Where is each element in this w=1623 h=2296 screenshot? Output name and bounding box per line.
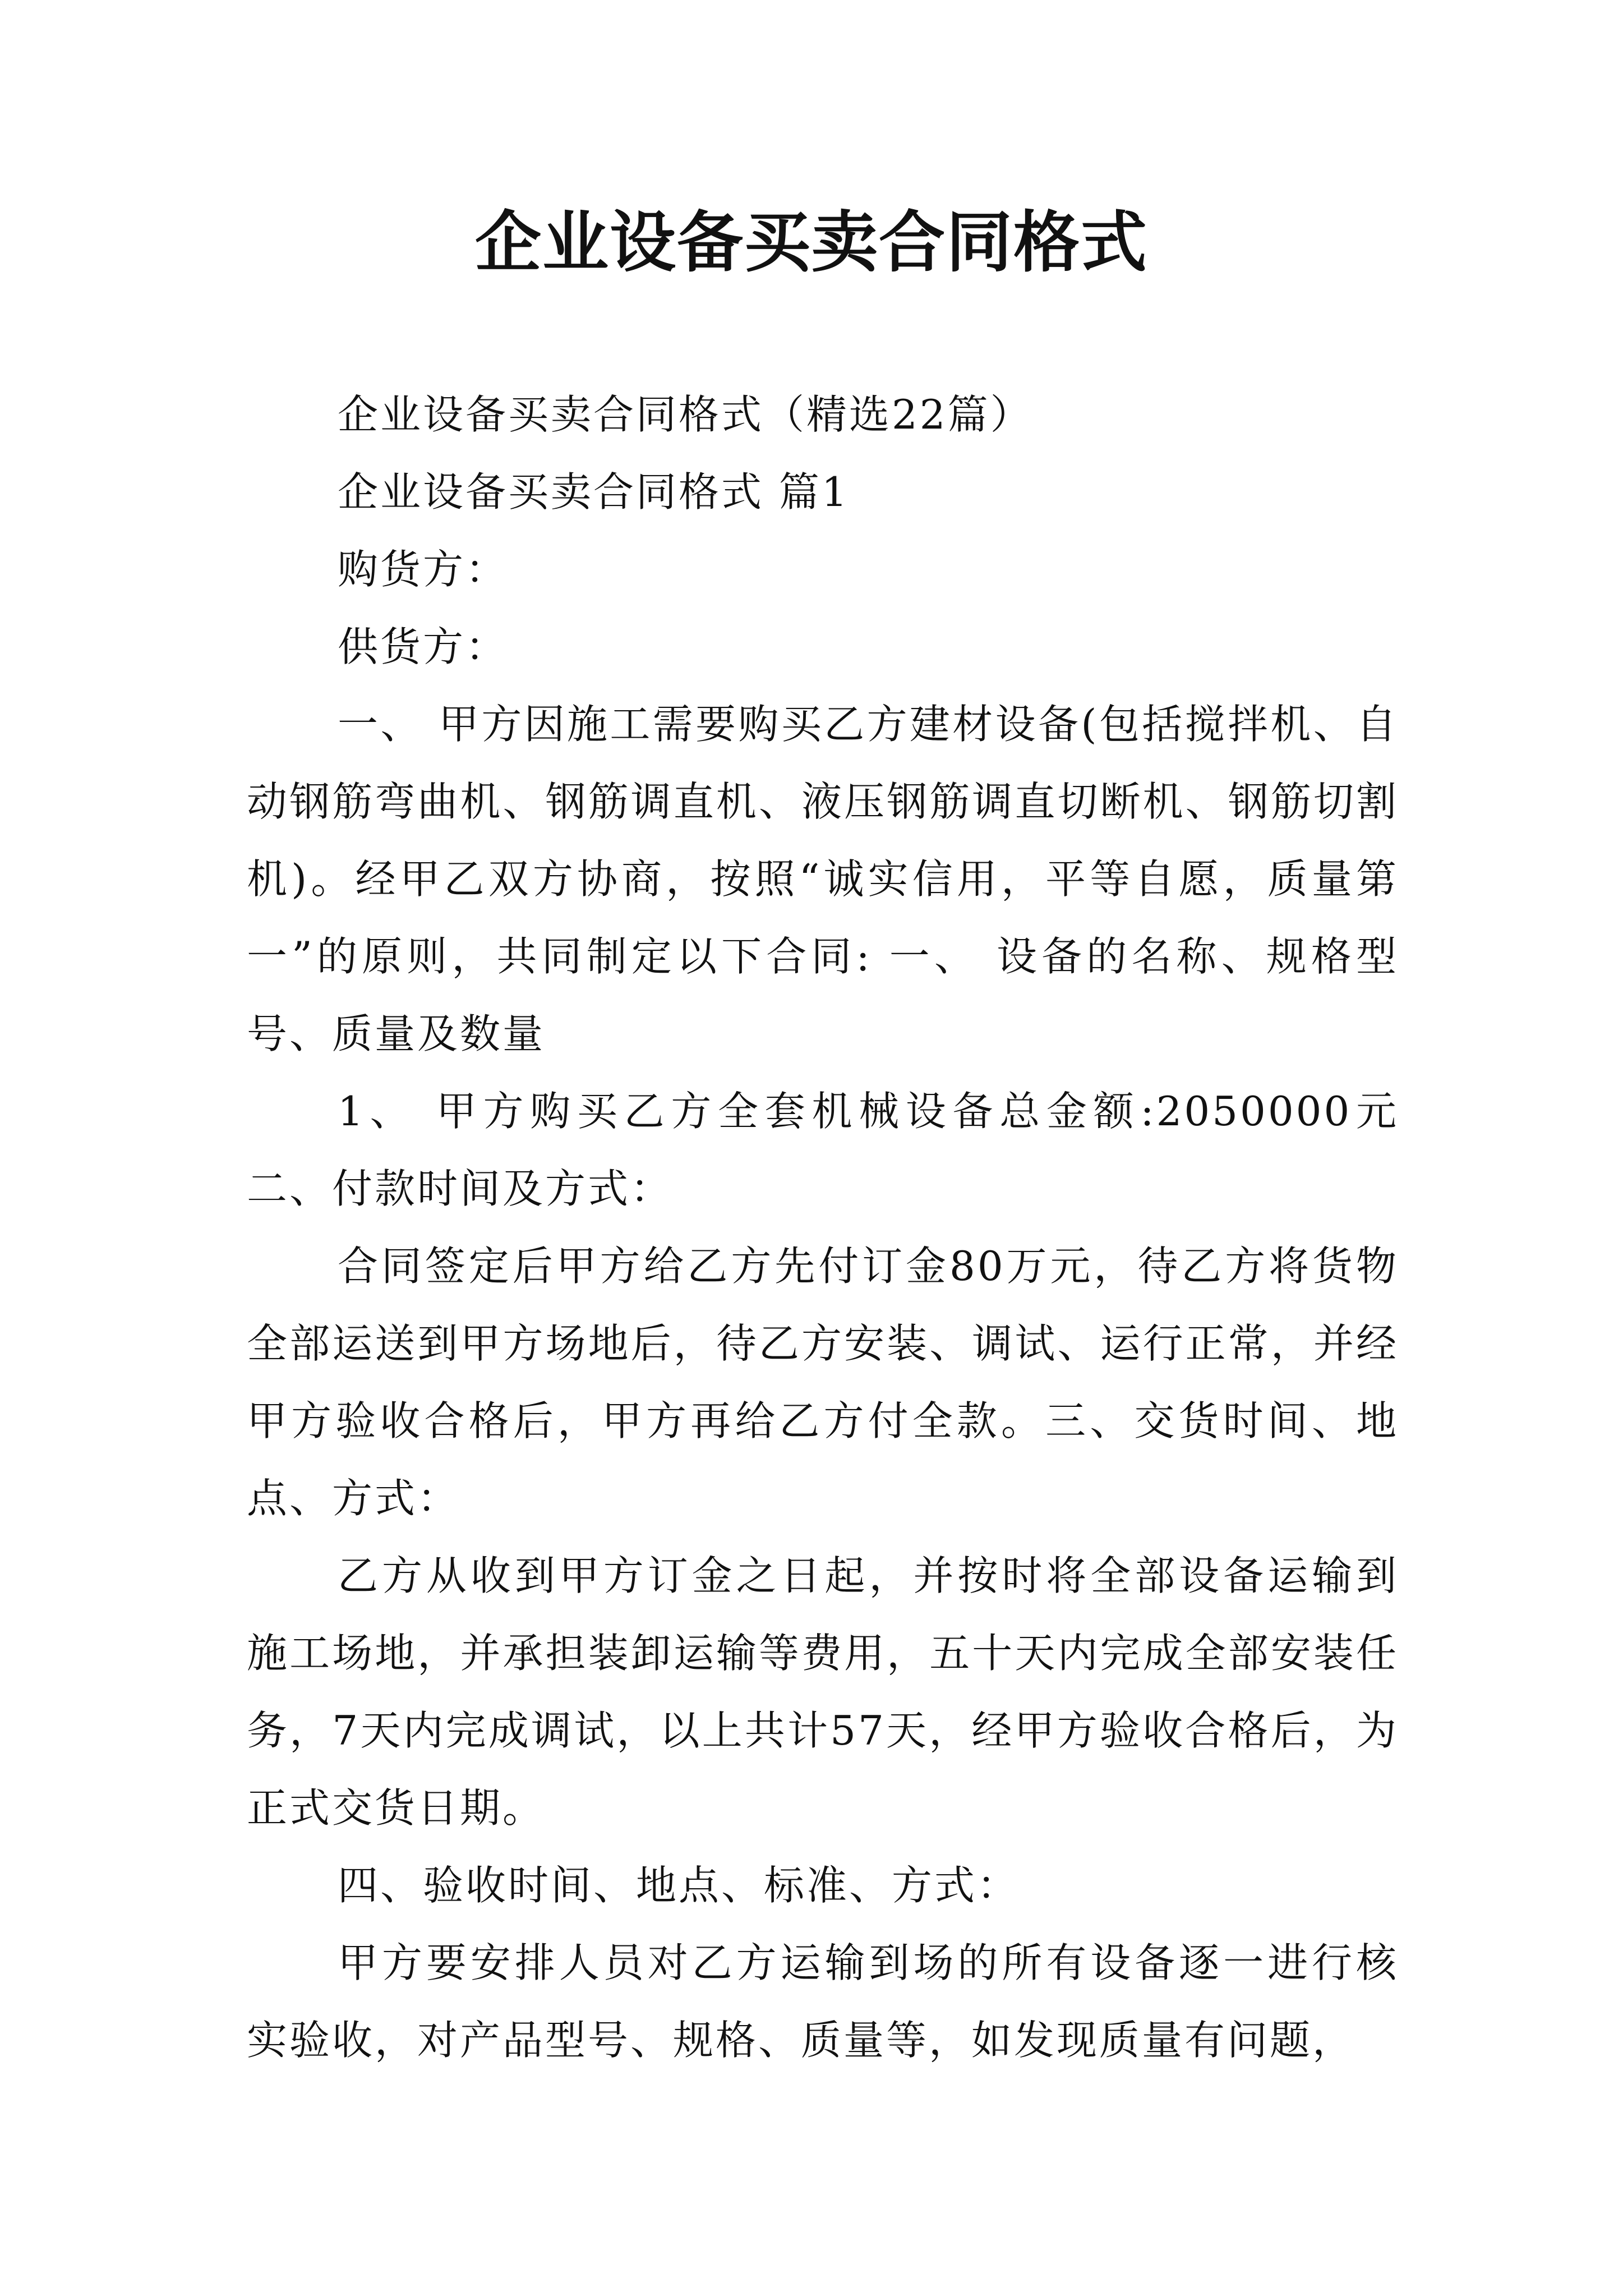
paragraph-total-amount: 1、 甲方购买乙方全套机械设备总金额:2050000元 二、付款时间及方式：	[247, 1088, 1399, 1212]
document-title: 企业设备买卖合同格式	[474, 203, 1148, 281]
paragraph-inspection-heading: 四、验收时间、地点、标准、方式：	[338, 1862, 1020, 1909]
paragraph-section-heading: 企业设备买卖合同格式 篇1	[338, 468, 850, 516]
paragraph-buyer: 购货方：	[338, 546, 509, 593]
paragraph-subtitle: 企业设备买卖合同格式（精选22篇）	[338, 391, 1033, 438]
document-body	[247, 376, 1399, 2079]
paragraph-supplier: 供货方：	[338, 623, 509, 670]
paragraph-clause-1: 一、 甲方因施工需要购买乙方建材设备(包括搅拌机、自动钢筋弯曲机、钢筋调直机、液压钢筋调直切断机、钢筋切割机)。经甲乙双方协商，按照“诚实信用，平等自愿，质量第一”的原则，共同制定以下合同: 一、 设备的名称、规格型号、质量及数量	[247, 701, 1399, 1057]
paragraph-payment: 合同签定后甲方给乙方先付订金80万元，待乙方将货物全部运送到甲方场地后，待乙方安装、调试、运行正常，并经甲方验收合格后，甲方再给乙方付全款。三、交货时间、地点、方式：	[247, 1243, 1399, 1522]
paragraph-delivery: 乙方从收到甲方订金之日起，并按时将全部设备运输到施工场地，并承担装卸运输等费用，五十天内完成全部安装任务，7天内完成调试，以上共计57天，经甲方验收合格后，为正式交货日期。	[247, 1552, 1399, 1832]
paragraph-inspection: 甲方要安排人员对乙方运输到场的所有设备逐一进行核实验收，对产品型号、规格、质量等，如发现质量有问题，	[247, 1939, 1399, 2064]
